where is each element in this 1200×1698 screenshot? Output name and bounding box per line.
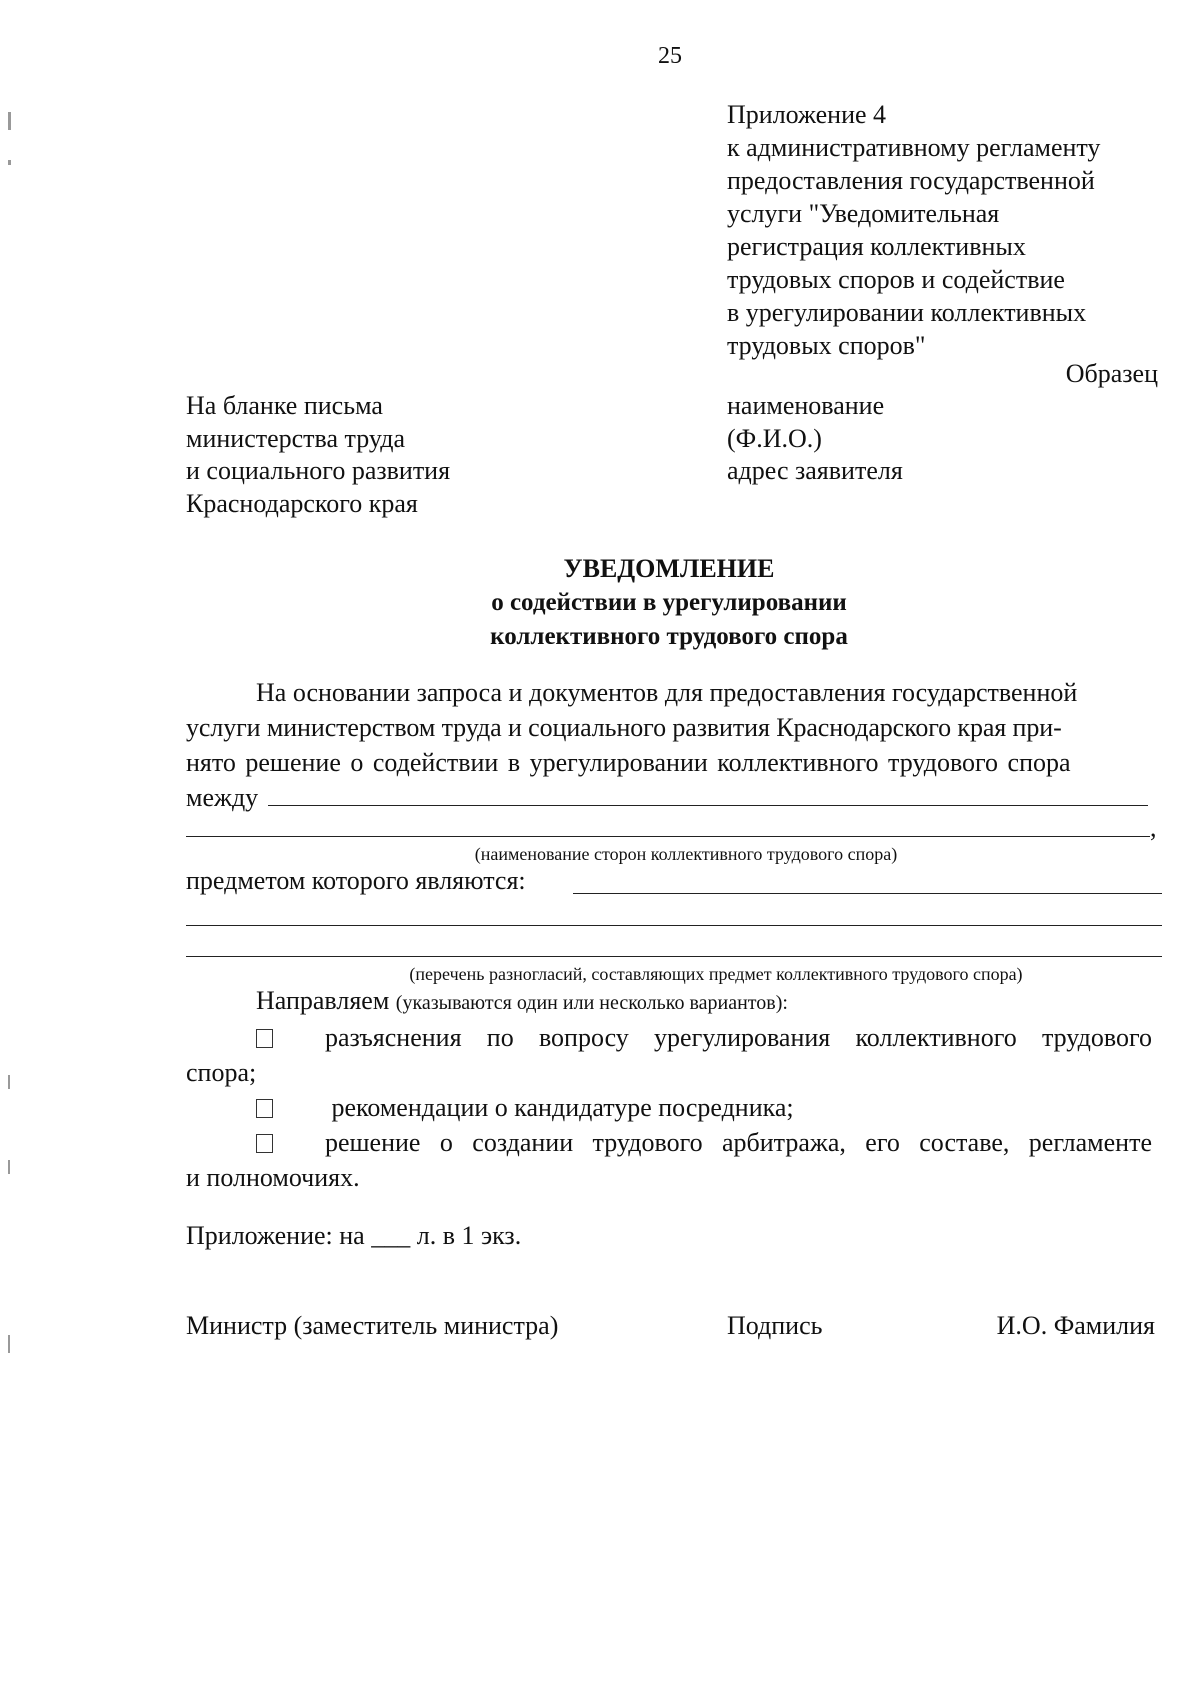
option-1-text-a: разъяснения по вопросу урегулирования коллективного трудового xyxy=(325,1023,1152,1052)
signatory-position: Министр (заместитель министра) xyxy=(186,1311,559,1340)
appendix-line: услуги "Уведомительная xyxy=(727,199,1000,228)
scan-mark xyxy=(8,112,11,130)
option-1 xyxy=(186,1020,1152,1090)
addressee-block xyxy=(727,390,1147,488)
signatory-name: И.О. Фамилия xyxy=(996,1311,1155,1340)
letterhead-line: и социального развития xyxy=(186,456,451,485)
document-subtitle-2: коллективного трудового спора xyxy=(490,623,848,650)
appendix-line: предоставления государственной xyxy=(727,166,1095,195)
option-1-text-a-wrap xyxy=(325,1020,1152,1055)
option-1-checkbox[interactable] xyxy=(256,1029,273,1048)
option-3-text-b: и полномочиях. xyxy=(186,1163,360,1192)
signature-placeholder: Подпись xyxy=(727,1311,823,1340)
option-3-text-a-wrap xyxy=(325,1125,1152,1160)
subject-blank-line-3[interactable] xyxy=(186,956,1162,957)
attachment-blank[interactable]: ___ xyxy=(371,1221,411,1250)
document-subtitle-1: о содействии в урегулировании xyxy=(491,589,847,616)
subject-blank-line-1[interactable] xyxy=(573,893,1162,894)
scan-mark xyxy=(8,160,11,165)
letterhead-line: министерства труда xyxy=(186,423,405,453)
scan-mark xyxy=(8,1075,10,1089)
appendix-line: в урегулировании коллективных xyxy=(727,298,1087,327)
addressee-line: (Ф.И.О.) xyxy=(727,423,822,453)
body-line-4: между xyxy=(186,783,259,812)
body-paragraph xyxy=(186,675,1152,815)
direct-label: Направляем xyxy=(256,986,390,1015)
appendix-line: трудовых споров и содействие xyxy=(727,265,1065,294)
option-3 xyxy=(186,1125,1152,1195)
parties-blank-line-1[interactable] xyxy=(268,805,1148,806)
appendix-line: трудовых споров" xyxy=(727,331,926,360)
option-2-text-a: рекомендации о кандидатуре посредника; xyxy=(331,1093,794,1122)
option-2 xyxy=(186,1090,1152,1125)
direct-line xyxy=(256,985,788,1019)
parties-blank-line-2[interactable] xyxy=(186,836,1150,837)
option-3-text-a: решение о создании трудового арбитража, его составе, регламенте xyxy=(325,1128,1152,1157)
addressee-line: наименование xyxy=(727,391,885,420)
body-line-1: На основании запроса и документов для предоставления государственной xyxy=(256,678,1078,707)
disagreements-caption: (перечень разногласий, составляющих предмет коллективного трудового спора) xyxy=(409,964,1023,984)
appendix-reference xyxy=(727,98,1167,362)
direct-hint: (указываются один или несколько вариантов): xyxy=(395,992,788,1014)
document-title: УВЕДОМЛЕНИЕ xyxy=(563,554,775,583)
attachment-suffix: л. в 1 экз. xyxy=(416,1221,522,1250)
letterhead-line: Краснодарского края xyxy=(186,488,418,518)
subject-label: предметом которого являются: xyxy=(186,866,526,895)
option-1-text-b: спора; xyxy=(186,1058,257,1087)
body-line-3 xyxy=(186,745,1152,780)
parties-caption: (наименование сторон коллективного трудового спора) xyxy=(474,844,898,864)
attachment-line xyxy=(186,1220,521,1252)
appendix-line: Приложение 4 xyxy=(727,100,887,129)
option-2-checkbox[interactable] xyxy=(256,1099,273,1118)
letterhead-note xyxy=(186,390,606,520)
scan-mark xyxy=(8,1335,10,1353)
appendix-line: регистрация коллективных xyxy=(727,232,1026,261)
letterhead-line: На бланке письма xyxy=(186,391,383,420)
addressee-line: адрес заявителя xyxy=(727,456,903,485)
attachment-prefix: Приложение: на xyxy=(186,1221,365,1250)
body-line-2: услуги министерством труда и социального развития Краснодарского края при- xyxy=(186,713,1062,742)
scan-mark xyxy=(8,1160,10,1174)
parties-comma: , xyxy=(1150,813,1157,842)
page-number: 25 xyxy=(658,43,682,69)
body-line-3-text: нято решение о содействии в урегулировании коллективного трудового спора xyxy=(186,748,1071,777)
option-3-checkbox[interactable] xyxy=(256,1134,273,1153)
sample-label: Образец xyxy=(1065,359,1158,388)
subject-blank-line-2[interactable] xyxy=(186,925,1162,926)
appendix-line: к административному регламенту xyxy=(727,133,1101,162)
